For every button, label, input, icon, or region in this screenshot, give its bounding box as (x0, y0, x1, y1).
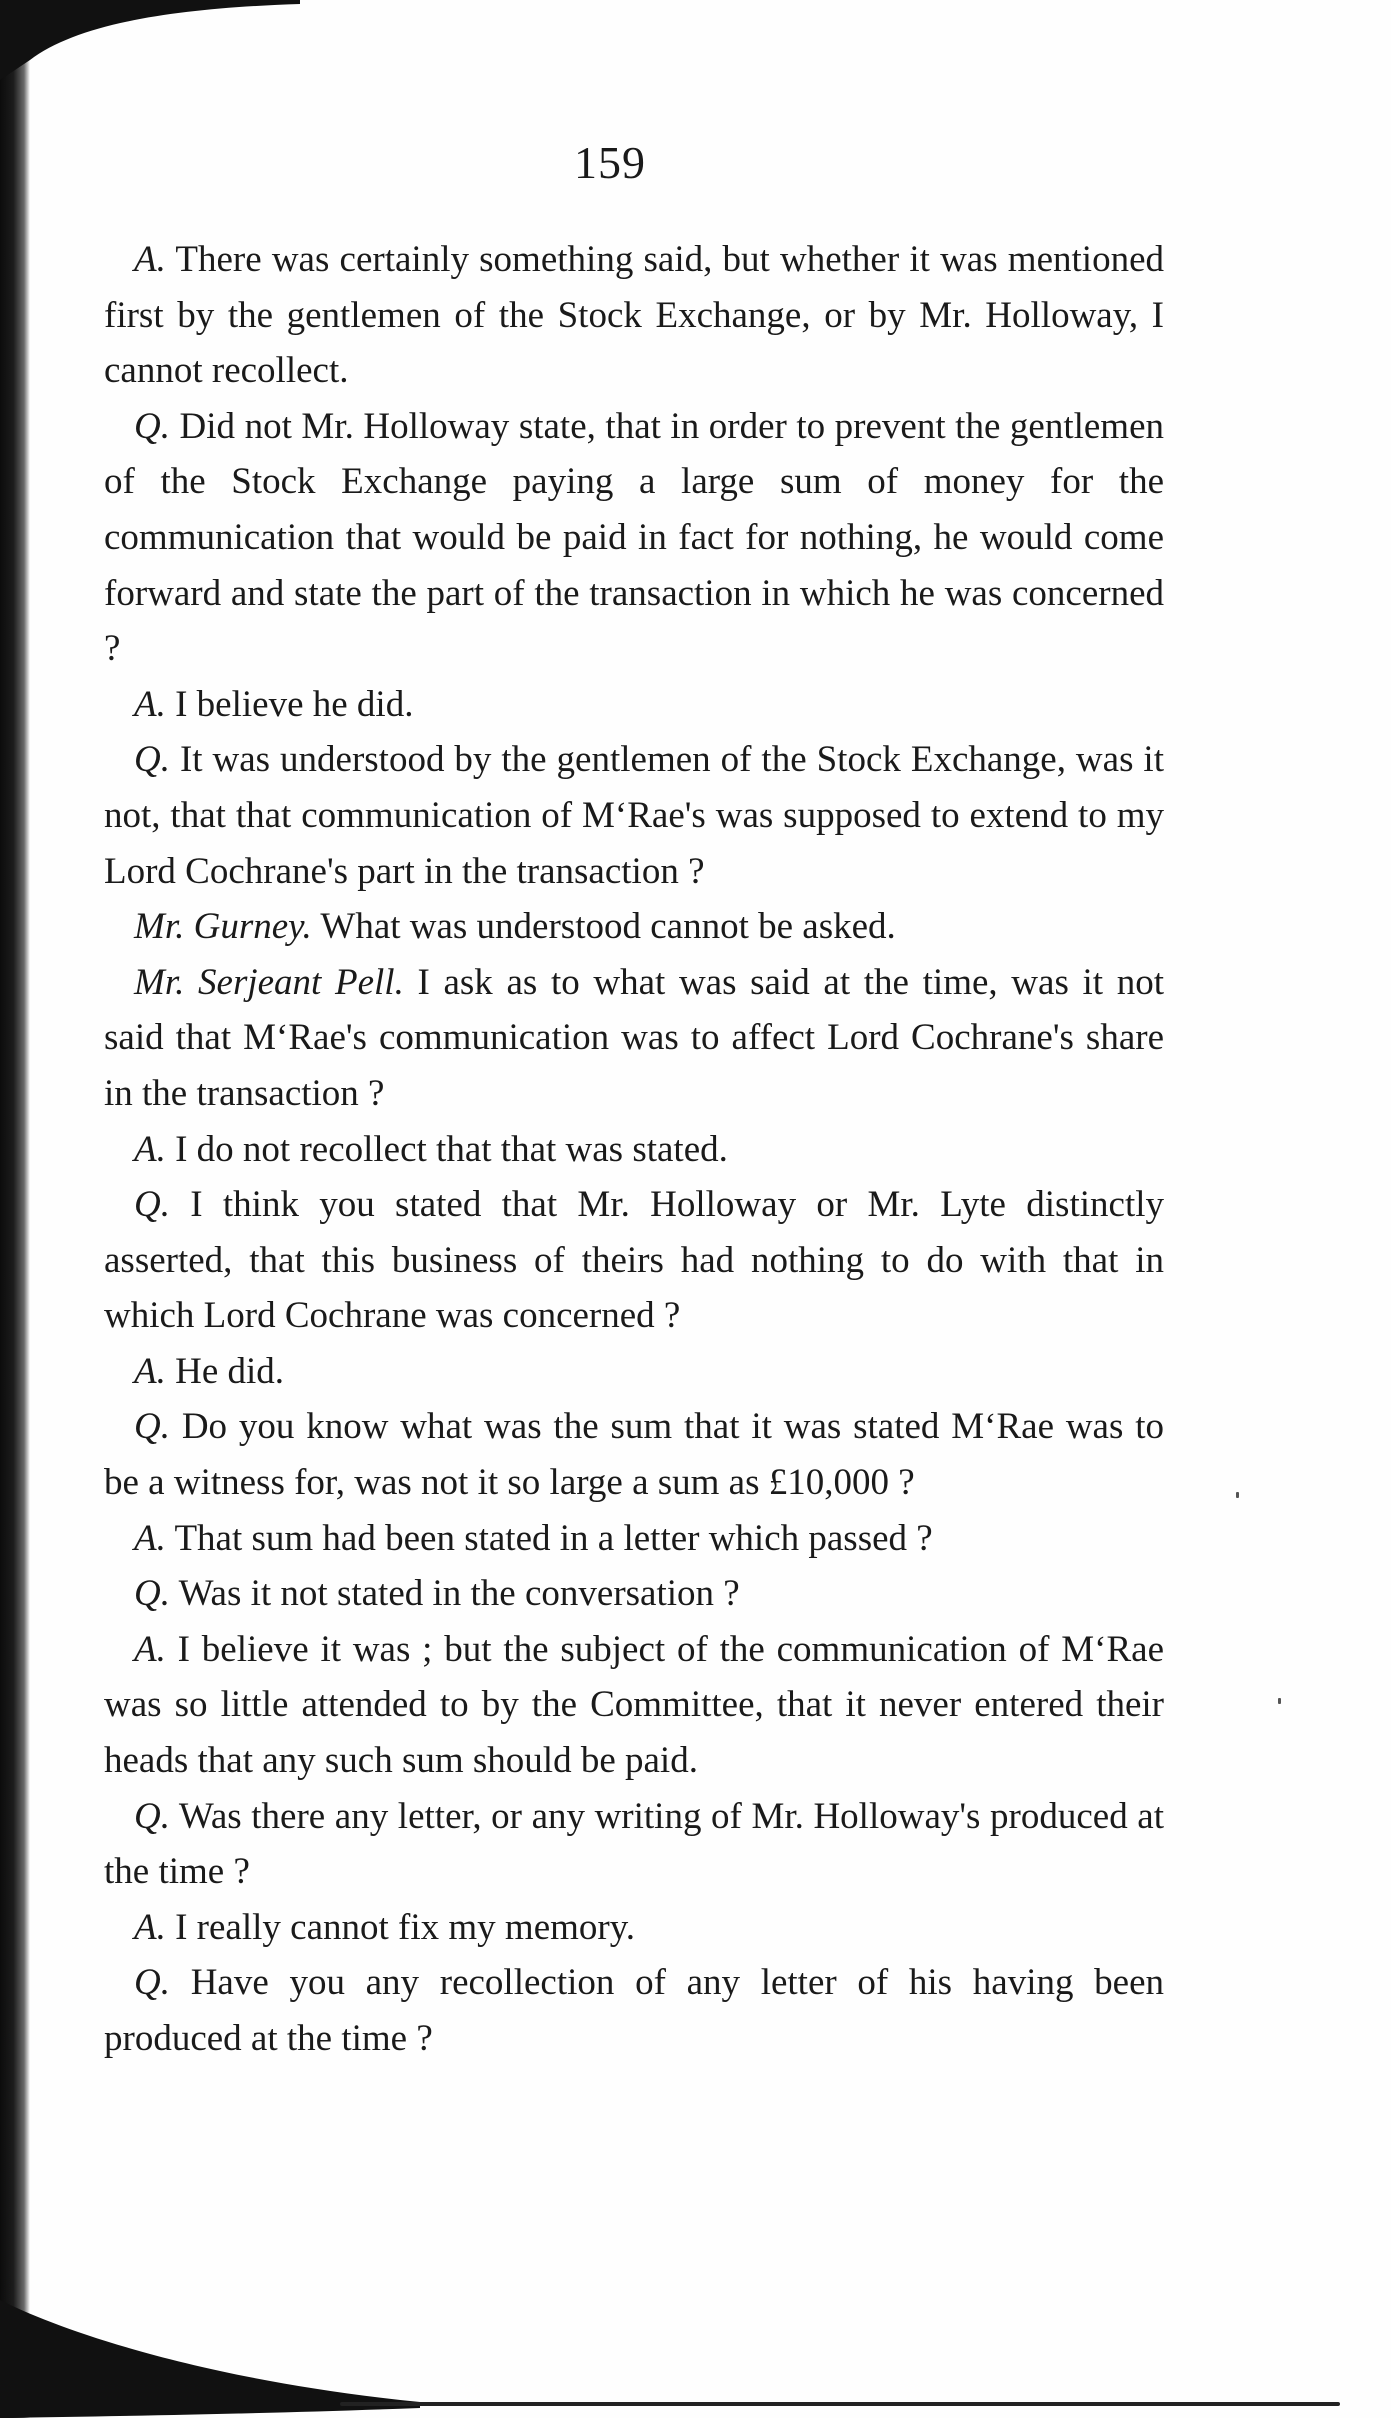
paragraph-text: I ask as to what was said at the time, was it not said that M‘Rae's communication was to affect Lord Cochrane's share in the transaction ? (104, 961, 1165, 1114)
transcript-paragraph (104, 1122, 1164, 1178)
transcript-paragraph (104, 955, 1164, 1122)
paragraph-text: I think you stated that Mr. Holloway or Mr. Lyte distinctly asserted, that this business of theirs had nothing to do with that in which Lord Cochrane was concerned ? (104, 1184, 1164, 1337)
page-corner-bottom (0, 2290, 420, 2418)
paragraph-text: Do you know what was the sum that it was stated M‘Rae was to be a witness for, was not it so large a sum as £10,000 ? (104, 1406, 1164, 1504)
transcript-paragraph (104, 1511, 1164, 1567)
speaker-label: A. (134, 1628, 166, 1670)
transcript-paragraph (104, 899, 1164, 955)
paragraph-text: He did. (175, 1350, 285, 1392)
transcript-paragraph (104, 1622, 1164, 1789)
speaker-label: A. (134, 1128, 166, 1170)
paragraph-text: Have you any recollection of any letter of his having been produced at the time ? (104, 1962, 1165, 2059)
ink-speck (1236, 1492, 1239, 1498)
paragraph-text: There was certainly something said, but whether it was mentioned first by the gentlemen of the Stock Exchange, or by Mr. Holloway, I cannot recollect. (104, 239, 1164, 392)
speaker-label: A. (134, 1517, 166, 1559)
speaker-label: Q. (134, 739, 170, 781)
paragraph-text: Was it not stated in the conversation ? (178, 1573, 740, 1615)
transcript-paragraph (104, 399, 1164, 677)
transcript-paragraph (104, 677, 1164, 733)
transcript-paragraph (104, 1399, 1164, 1510)
speaker-label: Q. (134, 1406, 170, 1448)
transcript-paragraph (104, 1955, 1164, 2066)
paragraph-text: It was understood by the gentlemen of the Stock Exchange, was it not, that that communication of M‘Rae's was supposed to extend to my Lord Cochrane's part in the transaction ? (104, 739, 1164, 892)
speaker-label: A. (134, 239, 166, 280)
bottom-edge-line (340, 2402, 1340, 2406)
transcript-paragraph (104, 732, 1164, 899)
speaker-label: Mr. Gurney. (134, 906, 312, 948)
paragraph-text: I believe it was ; but the subject of the communication of M‘Rae was so little attended to by the Committee, that it never entered their heads that any such sum should be paid. (104, 1628, 1164, 1782)
transcript-paragraph (104, 1177, 1164, 1344)
paragraph-text: Did not Mr. Holloway state, that in order to prevent the gentlemen of the Stock Exchange paying a large sum of money for the communication that would be paid in fact for nothing, he would come forward and state the part of the transaction in which he was concerned ? (104, 405, 1165, 670)
speaker-label: Q. (134, 1795, 170, 1837)
paragraph-text: I really cannot fix my memory. (175, 1906, 636, 1948)
speaker-label: Q. (134, 1573, 170, 1615)
transcript-paragraph (104, 1900, 1164, 1956)
transcript-body (104, 232, 1164, 2067)
paragraph-text: That sum had been stated in a letter which passed ? (174, 1517, 933, 1559)
paragraph-text: I believe he did. (175, 683, 414, 725)
transcript-paragraph (104, 1789, 1164, 1900)
speaker-label: Q. (134, 1962, 170, 2004)
speaker-label: Mr. Serjeant Pell. (134, 961, 404, 1003)
paragraph-text: What was understood cannot be asked. (320, 906, 896, 948)
speaker-label: A. (134, 1906, 166, 1948)
page-corner-top (0, 0, 300, 80)
paragraph-text: Was there any letter, or any writing of Mr. Holloway's produced at the time ? (104, 1795, 1164, 1893)
transcript-paragraph (104, 1344, 1164, 1400)
paragraph-text: I do not recollect that that was stated. (175, 1128, 728, 1170)
transcript-paragraph (104, 1566, 1164, 1622)
ink-speck (1278, 1698, 1281, 1704)
transcript-paragraph (104, 232, 1164, 399)
speaker-label: Q. (134, 1184, 170, 1226)
speaker-label: A. (134, 1350, 166, 1392)
page-number: 159 (574, 137, 646, 188)
speaker-label: A. (134, 683, 166, 725)
binding-shadow (0, 0, 30, 2418)
speaker-label: Q. (134, 405, 170, 447)
